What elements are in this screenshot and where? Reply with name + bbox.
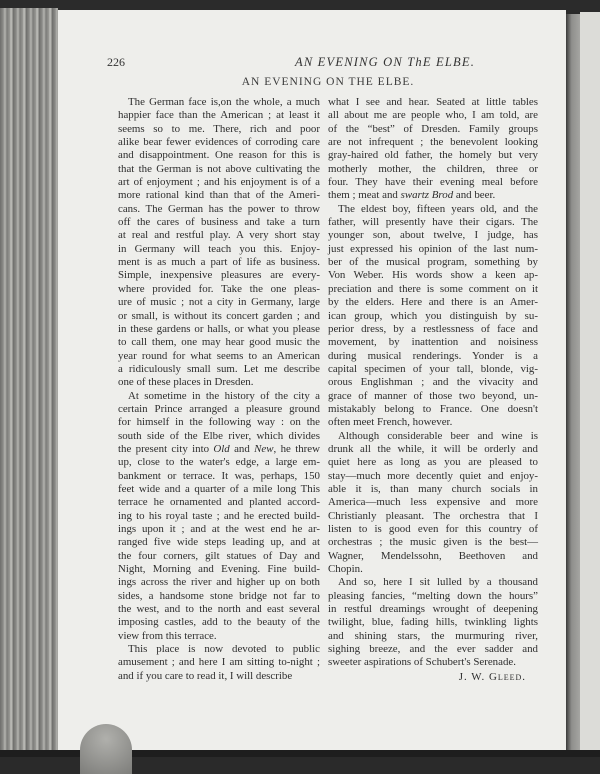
text-line: imposing castles, add to the beauty of the [118, 616, 320, 629]
text-line: the west, and to the north and east several [118, 603, 320, 616]
text-line: by the elders. Here and there is an Amer- [328, 296, 538, 309]
text-line: stay—much more decently quiet and enjoy- [328, 469, 538, 482]
text-line: capital specimen of your tall, blonde, vig- [328, 362, 538, 375]
text-line: listen to is good even for this country of [328, 523, 538, 535]
text-line: movement, by inattention and noisiness [328, 336, 538, 349]
text-line: south side of the Elbe river, which divides [118, 429, 320, 442]
text-line: are not infrequent ; the benevolent looking [328, 136, 538, 149]
text-line: sweeter aspirations of Schubert's Serenade. [328, 656, 516, 669]
text-line: feet wide and a quarter of a mile long This [118, 482, 320, 495]
text-line: orchestras ; the music given is the best— [328, 536, 538, 549]
text-line: that the German is not above cultivating the [118, 162, 320, 175]
page-number: 226 [107, 55, 125, 69]
text-line: ings upon it ; and at the west end he ar- [118, 523, 320, 535]
text-line: cans. The German has the power to throw [118, 202, 320, 215]
left-text-column [118, 96, 320, 683]
text-line: more rational kind than that of the Ameri- [118, 189, 320, 202]
text-span: the present city into [118, 442, 214, 455]
text-span: them ; meat and [328, 189, 401, 202]
italic-text: swartz Brod [400, 189, 454, 202]
text-line: all about me are people who, I am told, are [328, 109, 538, 122]
text-line: gray-haired old father, the homely but very [328, 149, 538, 162]
text-line: terrace he ornamented and planted accord- [118, 496, 320, 509]
text-line: Night, Morning and Evening. Fine build- [118, 563, 320, 576]
text-line: sighing breeze, and the ever sadder and [328, 643, 538, 656]
text-line: off the cares of business and take a turn [118, 216, 320, 229]
text-line: and disappointment. One reason for this is [118, 149, 320, 162]
text-line: ber of the musical program, something by [328, 256, 538, 269]
text-line [328, 189, 538, 202]
text-span: and beer. [453, 189, 496, 202]
text-line: ings across the river and higher up on both [118, 576, 320, 589]
text-line: one of these places in Dresden. [118, 376, 254, 389]
text-line: happier face than the American ; at least it [118, 109, 320, 122]
text-line: up, close to the water's edge, a large em- [118, 456, 320, 469]
italic-text: New [254, 442, 274, 455]
text-line: or small, is without its concert garden ; and [118, 309, 320, 322]
text-line: in these gardens or halls, or what you please [118, 322, 320, 335]
text-line: four. They have their evening meal before [328, 176, 538, 189]
text-line: and shining stars, the murmuring river, [328, 629, 538, 642]
text-line: The German face is,on the whole, a much [128, 96, 320, 108]
text-line: grace of manner of those two beyond, un- [328, 389, 538, 402]
text-line: what I see and hear. Seated at little tables [328, 96, 538, 108]
text-line: ing to his royal taste ; and he erected build- [118, 509, 320, 522]
text-span: and [229, 442, 255, 455]
text-line: Chopin. [328, 563, 363, 576]
text-line: America—much less expensive and more [328, 496, 538, 509]
text-span: , he threw [273, 442, 320, 455]
text-line: and if you care to read it, I will describe [118, 669, 293, 682]
text-line: ranged five wide steps leading up, and at [118, 536, 320, 549]
running-head: AN EVENING ON ThE ELBE. [294, 55, 476, 69]
text-line: amusement ; and here I am sitting to-night ; [118, 656, 320, 669]
text-line: Christianly pleasant. The orchestra that I [328, 509, 538, 522]
article-title: AN EVENING ON THE ELBE. [241, 76, 415, 88]
text-line: able it is, than many church socials in [328, 482, 538, 495]
text-line: in restful dreamings wrought of deepening [328, 603, 538, 616]
text-line: preciation and there is some comment on it [328, 282, 538, 295]
text-line: during musical renderings. Yonder is a [328, 349, 538, 362]
text-line: mistakably belong to France. One doesn't [328, 402, 538, 415]
text-line: ican group, which you distinguish by su- [328, 309, 538, 322]
text-line: year round for what seems to an American [118, 349, 320, 362]
text-line [118, 443, 320, 456]
text-line: bankment or terrace. It was, perhaps, 150 [118, 469, 320, 482]
text-line: perior dress, by a restlessness of face and [328, 322, 538, 335]
text-line: drunk all the while, it will be orderly and [328, 442, 538, 455]
facing-page-edge [580, 12, 600, 754]
text-line: twilight, blue, fading hills, twinkling lights [328, 616, 538, 629]
text-line: alike bear fewer evidences of corroding care [118, 136, 320, 149]
text-line: where provided for. Take the one pleas- [118, 282, 320, 295]
text-line: father, will presently have their cigars. The [328, 216, 538, 229]
text-line: Although considerable beer and wine is [338, 429, 538, 442]
text-line: orous Englishman ; and the vivacity and [328, 376, 538, 389]
text-line: And so, here I sit lulled by a thousand [338, 576, 538, 589]
text-line: view from this terrace. [118, 629, 217, 642]
thumb-holding-page [80, 724, 132, 774]
text-line: Wagner, Mendelssohn, Beethoven and [328, 549, 538, 562]
author-signature: J. W. Gleed. [458, 670, 526, 683]
text-line: sides, a handsome stone bridge not far to [118, 589, 320, 602]
text-line: This place is now devoted to public [128, 643, 320, 656]
text-line: a ridiculously small sum. Let me describe [118, 362, 320, 375]
text-line: The eldest boy, fifteen years old, and the [338, 202, 538, 215]
italic-text: Old [213, 442, 230, 455]
text-line: certain Prince arranged a pleasure ground [118, 402, 320, 415]
text-line: Von Weber. His words show a keen ap- [328, 269, 538, 282]
text-line: the four corners, gilt statues of Day and [118, 549, 320, 562]
text-line: often meet French, however. [328, 416, 453, 429]
text-line: Simple, inexpensive pleasures are every- [118, 269, 320, 282]
text-line: younger son, about twelve, I judge, has [328, 229, 538, 242]
text-line: seems so to me. There, rich and poor [118, 122, 320, 135]
text-line: in Germany will teach you this. Enjoy- [118, 242, 320, 255]
text-line: ure of music ; not a city in Germany, large [118, 296, 320, 309]
text-line: motherly mother, the children, three or [328, 162, 538, 175]
text-line: At sometime in the history of the city a [128, 389, 320, 402]
text-line: ment is as much a part of life as business. [118, 256, 320, 269]
text-line: art of enjoyment ; and his enjoyment is of a [118, 176, 320, 189]
text-line: quiet here as long as you are pleased to [328, 456, 538, 469]
text-line: just expressed his opinion of the last num- [328, 242, 538, 255]
text-line: to call them, one may hear good music the [118, 336, 320, 349]
text-line: of the “best” of Dresden. Family groups [328, 122, 538, 135]
text-line: for himself in the following way : on the [118, 416, 320, 429]
text-line: pleasing fancies, “melting down the hours” [328, 589, 538, 602]
text-line: at real and restful play. A very short stay [118, 229, 320, 242]
book-page-edges-left [0, 8, 58, 752]
book-gutter-right [566, 14, 580, 754]
right-text-column [328, 96, 538, 684]
